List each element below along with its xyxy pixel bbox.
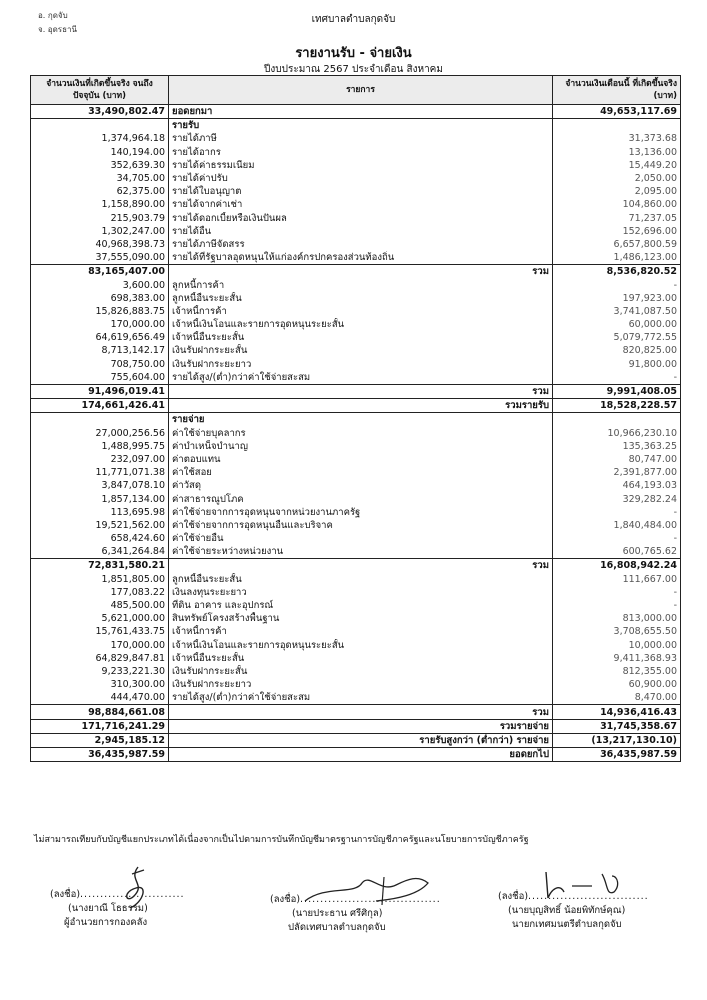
cumulative-amount-cell: 1,374,964.18 [31,132,169,145]
item-label-cell: รวม [169,705,553,719]
organization-name: เทศบาลตำบลกุดจับ [311,14,396,25]
table-row [31,479,681,492]
month-amount-cell: 464,193.03 [553,479,681,492]
cumulative-amount-cell: 1,488,995.75 [31,440,169,453]
item-label-cell: รวมรายจ่าย [169,719,553,733]
table-row [31,331,681,344]
cumulative-amount-cell: 1,857,134.00 [31,492,169,505]
item-label-cell: รายรับสูงกว่า (ต่ำกว่า) รายจ่าย [169,733,553,747]
month-amount-cell: 3,708,655.50 [553,625,681,638]
item-label-cell: สินทรัพย์โครงสร้างพื้นฐาน [169,612,553,625]
item-label-cell: ค่าตอบแทน [169,453,553,466]
item-label-cell: ยอดยกมา [169,105,553,119]
cumulative-amount-cell: 310,300.00 [31,678,169,691]
item-label-cell: ค่าบำเหน็จบำนาญ [169,440,553,453]
item-label-cell: เจ้าหนี้การค้า [169,305,553,318]
cumulative-amount-cell [31,413,169,427]
month-amount-cell: 152,696.00 [553,225,681,238]
cumulative-amount-cell: 177,083.22 [31,586,169,599]
item-label-cell: รายได้ค่าปรับ [169,172,553,185]
total-row [31,748,681,762]
signer-position: ผู้อำนวยการกองคลัง [64,917,148,928]
table-row [31,492,681,505]
month-amount-cell: 31,373.68 [553,132,681,145]
month-amount-cell: 813,000.00 [553,612,681,625]
month-amount-cell: 71,237.05 [553,212,681,225]
table-row [31,519,681,532]
sign-label: (ลงชื่อ) [50,889,81,900]
cumulative-amount-cell: 174,661,426.41 [31,399,169,413]
cumulative-amount-cell: 113,695.98 [31,506,169,519]
table-row [31,344,681,357]
table-row [31,159,681,172]
item-label-cell: เงินรับฝากระยะยาว [169,358,553,371]
cumulative-amount-cell: 352,639.30 [31,159,169,172]
month-amount-cell: 2,391,877.00 [553,466,681,479]
month-amount-cell: 104,860.00 [553,198,681,211]
table-row [31,318,681,331]
item-label-cell: ลูกหนี้อื่นระยะสั้น [169,573,553,586]
item-label-cell: รายจ่าย [169,413,553,427]
cumulative-amount-cell: 34,705.00 [31,172,169,185]
month-amount-cell: 812,355.00 [553,665,681,678]
item-label-cell: เจ้าหนี้การค้า [169,625,553,638]
month-amount-cell: 135,363.25 [553,440,681,453]
table-header-row [31,76,681,105]
item-label-cell: รวม [169,384,553,398]
cumulative-amount-cell: 64,829,847.81 [31,652,169,665]
cumulative-amount-cell: 485,500.00 [31,599,169,612]
item-label-cell: รายได้จากค่าเช่า [169,198,553,211]
cumulative-amount-cell: 171,716,241.29 [31,719,169,733]
sign-label: (ลงชื่อ) [270,894,301,905]
item-label-cell: ค่าวัสดุ [169,479,553,492]
month-amount-cell: - [553,371,681,385]
table-row [31,225,681,238]
month-amount-cell: 14,936,416.43 [553,705,681,719]
month-amount-cell: 197,923.00 [553,292,681,305]
sign-label: (ลงชื่อ) [498,891,529,902]
month-amount-cell: 9,411,368.93 [553,652,681,665]
item-label-cell: รวมรายรับ [169,399,553,413]
section-header-row [31,413,681,427]
table-row [31,238,681,251]
signer-name: (นางยาณี โธธรรม) [68,903,148,914]
cumulative-amount-cell: 3,847,078.10 [31,479,169,492]
month-amount-cell: 111,667.00 [553,573,681,586]
cumulative-amount-cell: 11,771,071.38 [31,466,169,479]
table-row [31,639,681,652]
month-amount-cell: 10,000.00 [553,639,681,652]
item-label-cell: รวม [169,559,553,573]
table-row [31,371,681,385]
cumulative-amount-cell: 98,884,661.08 [31,705,169,719]
table-row [31,172,681,185]
item-label-cell: เงินลงทุนระยะยาว [169,586,553,599]
month-amount-cell: 49,653,117.69 [553,105,681,119]
item-label-cell: รายได้ที่รัฐบาลอุดหนุนให้แก่องค์กรปกครองส่วนท้องถิ่น [169,251,553,265]
signer-name: (นายประธาน ศรีศิกุล) [292,908,383,919]
cumulative-amount-cell: 1,302,247.00 [31,225,169,238]
item-label-cell: รายได้สูง/(ต่ำ)กว่าค่าใช้จ่ายสะสม [169,691,553,705]
item-label-cell: เงินรับฝากระยะสั้น [169,344,553,357]
cumulative-amount-cell: 698,383.00 [31,292,169,305]
item-label-cell: รายได้อากร [169,146,553,159]
month-amount-cell: 16,808,942.24 [553,559,681,573]
cumulative-amount-cell: 37,555,090.00 [31,251,169,265]
item-label-cell: ลูกหนี้การค้า [169,278,553,291]
month-amount-cell: 9,991,408.05 [553,384,681,398]
table-row [31,185,681,198]
cumulative-amount-cell: 36,435,987.59 [31,748,169,762]
signature-scribble-3 [536,862,636,908]
signature-block-municipal-clerk: (ลงชื่อ)................................... (นายประธาน ศรีศิกุล) ปลัดเทศบาลตำบลกุดจับ [270,893,441,935]
cumulative-amount-cell: 232,097.00 [31,453,169,466]
cumulative-amount-cell: 72,831,580.21 [31,559,169,573]
signer-name: (นายบุญสิทธิ์ น้อยพิทักษ์คุณ) [508,905,626,916]
table-row [31,198,681,211]
table-row [31,652,681,665]
item-label-cell: รายได้อื่น [169,225,553,238]
cumulative-amount-cell: 19,521,562.00 [31,519,169,532]
total-row [31,399,681,413]
month-amount-cell: - [553,278,681,291]
cumulative-amount-cell: 6,341,264.84 [31,545,169,559]
cumulative-amount-cell: 40,968,398.73 [31,238,169,251]
table-row [31,212,681,225]
table-row [31,358,681,371]
month-amount-cell: 600,765.62 [553,545,681,559]
cumulative-amount-cell: 5,621,000.00 [31,612,169,625]
total-row [31,559,681,573]
item-label-cell: เงินรับฝากระยะยาว [169,678,553,691]
stamp-line-1: อ. กุดจับ [38,11,68,20]
item-label-cell: รายได้ภาษีจัดสรร [169,238,553,251]
cumulative-amount-cell: 3,600.00 [31,278,169,291]
month-amount-cell: 15,449.20 [553,159,681,172]
cumulative-amount-cell: 215,903.79 [31,212,169,225]
month-amount-cell: 36,435,987.59 [553,748,681,762]
cumulative-amount-cell: 9,233,221.30 [31,665,169,678]
month-amount-cell: 60,900.00 [553,678,681,691]
signature-block-mayor: (ลงชื่อ).............................. (นายบุญสิทธิ์ น้อยพิทักษ์คุณ) นายกเทศมนตรีตำบลกุดจับ [498,890,649,932]
cumulative-amount-cell: 170,000.00 [31,318,169,331]
stamp-line-2: จ. อุดรธานี [38,25,77,34]
table-row [31,105,681,119]
month-amount-cell: - [553,586,681,599]
item-label-cell: ยอดยกไป [169,748,553,762]
cumulative-amount-cell: 15,826,883.75 [31,305,169,318]
cumulative-amount-cell: 1,851,805.00 [31,573,169,586]
item-label-cell: รายได้สูง/(ต่ำ)กว่าค่าใช้จ่ายสะสม [169,371,553,385]
report-table [30,75,681,762]
table-row [31,305,681,318]
cumulative-amount-cell: 755,604.00 [31,371,169,385]
month-amount-cell: 1,840,484.00 [553,519,681,532]
item-label-cell: เจ้าหนี้อื่นระยะสั้น [169,331,553,344]
month-amount-cell: 3,741,087.50 [553,305,681,318]
item-label-cell: ที่ดิน อาคาร และอุปกรณ์ [169,599,553,612]
table-row [31,251,681,265]
month-amount-cell: - [553,599,681,612]
column-header-month: จำนวนเงินเดือนนี้ ที่เกิดขึ้นจริง (บาท) [553,76,681,105]
table-row [31,665,681,678]
table-row [31,292,681,305]
total-row [31,733,681,747]
cumulative-amount-cell: 27,000,256.56 [31,427,169,440]
item-label-cell: รายรับ [169,119,553,133]
item-label-cell: เจ้าหนี้เงินโอนและรายการอุดหนุนระยะสั้น [169,318,553,331]
item-label-cell: เจ้าหนี้เงินโอนและรายการอุดหนุนระยะสั้น [169,639,553,652]
footnote: ไม่สามารถเทียบกับบัญชีแยกประเภทได้เนื่องจากเป็นไปตามการบันทึกบัญชีมาตรฐานการบัญชีภาครัฐและนโยบายการบัญชีภาครัฐ [34,835,529,845]
total-row [31,705,681,719]
cumulative-amount-cell: 1,158,890.00 [31,198,169,211]
item-label-cell: เจ้าหนี้อื่นระยะสั้น [169,652,553,665]
cumulative-amount-cell: 33,490,802.47 [31,105,169,119]
table-row [31,678,681,691]
month-amount-cell: 91,800.00 [553,358,681,371]
month-amount-cell: 820,825.00 [553,344,681,357]
report-title: รายงานรับ - จ่ายเงิน [295,46,412,61]
table-row [31,612,681,625]
total-row [31,265,681,279]
month-amount-cell: 8,536,820.52 [553,265,681,279]
table-row [31,506,681,519]
cumulative-amount-cell: 2,945,185.12 [31,733,169,747]
month-amount-cell: 60,000.00 [553,318,681,331]
column-header-item: รายการ [169,76,553,105]
table-row [31,440,681,453]
cumulative-amount-cell: 444,470.00 [31,691,169,705]
table-row [31,532,681,545]
month-amount-cell: 31,745,358.67 [553,719,681,733]
item-label-cell: ค่าใช้จ่ายระหว่างหน่วยงาน [169,545,553,559]
item-label-cell: ค่าใช้จ่ายจากการอุดหนุนอื่นและบริจาค [169,519,553,532]
cumulative-amount-cell: 658,424.60 [31,532,169,545]
table-row [31,599,681,612]
cumulative-amount-cell: 64,619,656.49 [31,331,169,344]
month-amount-cell: 2,095.00 [553,185,681,198]
month-amount-cell [553,119,681,133]
month-amount-cell: 6,657,800.59 [553,238,681,251]
month-amount-cell: 10,966,230.10 [553,427,681,440]
month-amount-cell [553,413,681,427]
month-amount-cell: 8,470.00 [553,691,681,705]
month-amount-cell: 2,050.00 [553,172,681,185]
item-label-cell: รายได้ภาษี [169,132,553,145]
table-row [31,453,681,466]
signature-scribble-1 [108,862,168,912]
cumulative-amount-cell: 83,165,407.00 [31,265,169,279]
table-row [31,691,681,705]
month-amount-cell: 329,282.24 [553,492,681,505]
table-body [31,105,681,762]
column-header-cumulative: จำนวนเงินที่เกิดขึ้นจริง จนถึงปัจจุบัน (บาท) [31,76,169,105]
table-row [31,573,681,586]
cumulative-amount-cell: 708,750.00 [31,358,169,371]
month-amount-cell: 1,486,123.00 [553,251,681,265]
item-label-cell: ค่าสาธารณูปโภค [169,492,553,505]
month-amount-cell: - [553,532,681,545]
table-row [31,278,681,291]
cumulative-amount-cell: 62,375.00 [31,185,169,198]
table-row [31,545,681,559]
table-row [31,625,681,638]
section-header-row [31,119,681,133]
month-amount-cell: - [553,506,681,519]
signer-position: นายกเทศมนตรีตำบลกุดจับ [512,919,622,930]
item-label-cell: ค่าใช้จ่ายบุคลากร [169,427,553,440]
item-label-cell: รายได้ค่าธรรมเนียม [169,159,553,172]
table-row [31,466,681,479]
month-amount-cell: 5,079,772.55 [553,331,681,344]
cumulative-amount-cell [31,119,169,133]
item-label-cell: ค่าใช้จ่ายอื่น [169,532,553,545]
item-label-cell: เงินรับฝากระยะสั้น [169,665,553,678]
item-label-cell: ค่าใช้จ่ายจากการอุดหนุนจากหน่วยงานภาครัฐ [169,506,553,519]
item-label-cell: รายได้ดอกเบี้ยหรือเงินปันผล [169,212,553,225]
cumulative-amount-cell: 170,000.00 [31,639,169,652]
month-amount-cell: 18,528,228.57 [553,399,681,413]
month-amount-cell: 80,747.00 [553,453,681,466]
cumulative-amount-cell: 8,713,142.17 [31,344,169,357]
item-label-cell: ค่าใช้สอย [169,466,553,479]
report-subtitle: ปีงบประมาณ 2567 ประจำเดือน สิงหาคม [264,64,443,75]
cumulative-amount-cell: 91,496,019.41 [31,384,169,398]
month-amount-cell: (13,217,130.10) [553,733,681,747]
table-row [31,586,681,599]
item-label-cell: รวม [169,265,553,279]
table-row [31,146,681,159]
cumulative-amount-cell: 15,761,433.75 [31,625,169,638]
item-label-cell: รายได้ใบอนุญาต [169,185,553,198]
cumulative-amount-cell: 140,194.00 [31,146,169,159]
signer-position: ปลัดเทศบาลตำบลกุดจับ [288,922,386,933]
item-label-cell: ลูกหนี้อื่นระยะสั้น [169,292,553,305]
table-row [31,427,681,440]
month-amount-cell: 13,136.00 [553,146,681,159]
signature-block-finance-director: (ลงชื่อ).......................... (นางยาณี โธธรรม) ผู้อำนวยการกองคลัง [50,888,185,930]
signature-scribble-2 [300,871,440,911]
total-row [31,384,681,398]
table-row [31,132,681,145]
total-row [31,719,681,733]
